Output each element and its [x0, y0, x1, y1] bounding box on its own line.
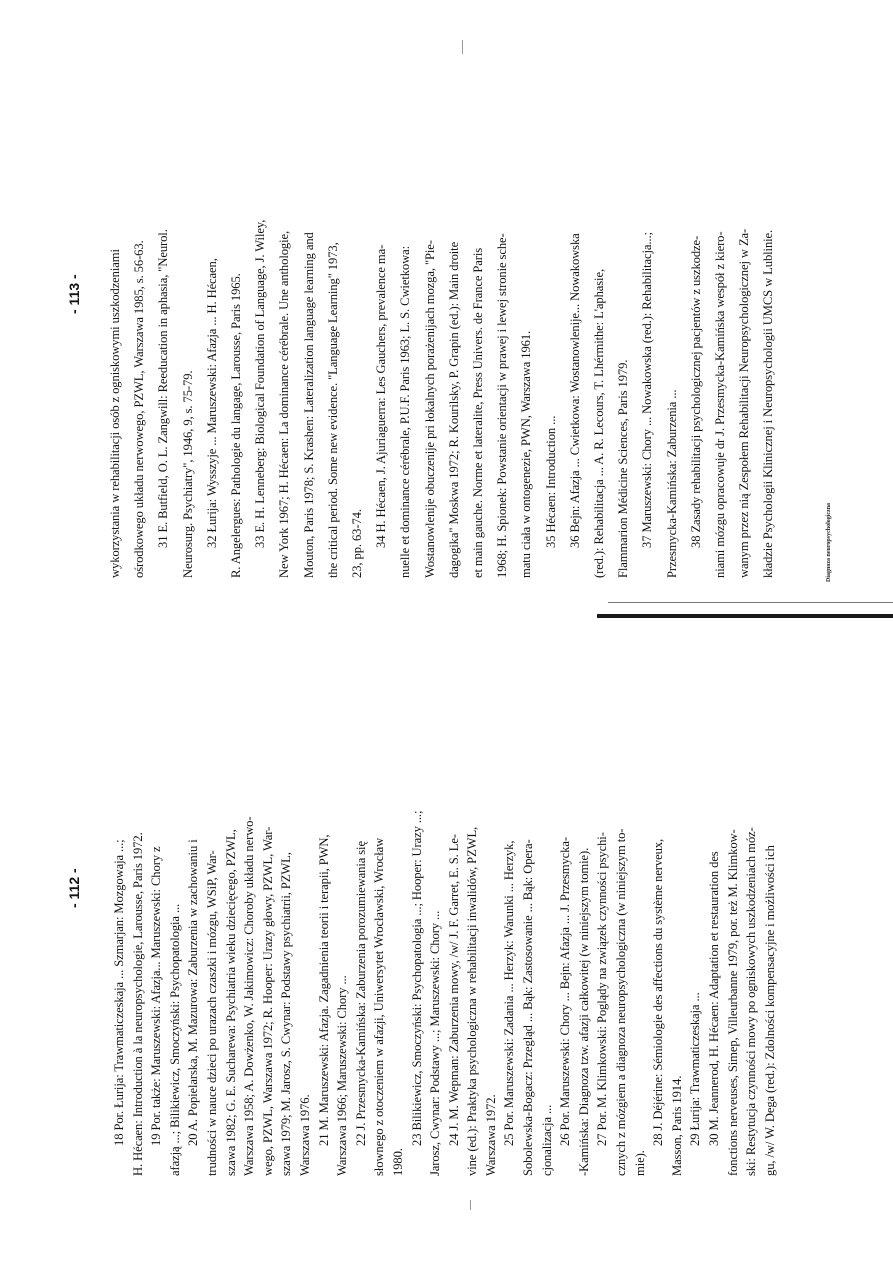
text-line: cznych z mózgiem a diagnoza neuropsychologiczna (w niniejszym to-: [614, 828, 629, 1176]
text-line: 30 M. Jeannerod, H. Hécaen: Adaptation et restauration des: [707, 851, 721, 1146]
text-line: et main gauche. Norme et lateralite, Press Univers. de France Paris: [471, 247, 486, 578]
margin-tick: [462, 40, 463, 54]
text-line: Warszawa 1972.: [483, 1094, 498, 1176]
text-line: 26 Por. Maruszewski: Chory ... Bejn: Afazja ... J. Przesmycka-: [558, 837, 573, 1146]
text-line: 1980.: [390, 1148, 405, 1176]
text-line: 22 J. Przesmycka-Kamińska: Zaburzenia porozumiewania się: [353, 841, 368, 1146]
text-line: mie).: [632, 1150, 647, 1176]
text-line: fonctions nerveuses, Simep, Villeurbanne 1979, por. też M. Klimkow-: [725, 829, 740, 1176]
text-line: dagogika" Moskwa 1972; R. Kourilsky, P. Grapin (ed.): Main droite: [446, 241, 461, 578]
text-line: Przesmycka-Kamińska: Zaburzenia ...: [664, 389, 679, 578]
text-line: kładzie Psychologii Klinicznej i Neuropsychologii UMCS w Lublinie.: [761, 229, 776, 578]
text-line: 31 E. Butfield, O. L. Zangwill: Reeducation in aphasia, "Neurol.: [156, 229, 171, 548]
text-line: matu ciała w ontogenezie, PWN, Warszawa 1961.: [519, 330, 534, 578]
text-line: R. Angelergues: Pathologie du langage, Larousse, Paris 1965.: [229, 273, 244, 578]
text-line: Warszawa 1958; A. Dowżenko, W. Jakimowicz: Choroby układu nerwo-: [242, 816, 257, 1176]
text-line: 25 Por. Maruszewski: Zadania ... Herzyk: Warunki ... Herzyk,: [502, 840, 517, 1146]
text-line: szawa 1979; M. Jarosz, S. Cwynar: Podstawy psychiatrii, PZWL,: [279, 852, 294, 1176]
text-line: Sobolewska-Bogacz: Przegląd ... Bąk: Zastosowanie ... Bąk: Opera-: [521, 839, 536, 1176]
text-line: 32 Łurija: Wysszyje ... Maruszewski: Afazja ... H. Hécaen,: [204, 258, 219, 548]
right-page-text: [103, 108, 781, 578]
left-page-text: [110, 611, 779, 1176]
text-line: ski: Restytucja czynności mowy po ogniskowych uszkodzeniach móz-: [744, 827, 759, 1176]
text-line: 20 A. Popielarska, M. Mazurowa: Zaburzenia w zachowaniu i: [186, 839, 201, 1146]
text-line: 18 Por. Łurija: Trawmaticzeskaja ... Szmarjan: Mozgowaja ...;: [112, 839, 126, 1146]
text-line: nuelle et dominance cérébrale, P.U.F. Paris 1963; L. S. Cwietkowa:: [398, 246, 413, 578]
text-line: Neurosurg. Psychiatry", 1946, 9, s. 75-79.: [180, 370, 195, 578]
text-line: 19 Por. także: Maruszewski: Afazja... Maruszewski: Chory z: [149, 846, 164, 1146]
text-line: ośrodkowego układu nerwowego, PZWL, Warszawa 1985, s. 56-63.: [132, 240, 147, 578]
text-line: trudności w nauce dzieci po urazach czaszki i mózgu, WSiP, War-: [204, 850, 219, 1176]
text-line: Jarosz, Cwynar: Podstawy ...; Maruszewski: Chory ...: [428, 910, 443, 1176]
text-line: Warszawa 1966; Maruszewski: Chory ...: [335, 975, 350, 1176]
text-line: afazją ...; Bilikiewicz, Smoczyński: Psychopatologia ...: [167, 903, 182, 1176]
text-line: 1968; H. Spionek: Powstanie orientacji w prawej i lewej stronie sche-: [495, 233, 510, 578]
text-line: Mouton, Paris 1978; S. Krashen: Lateralization language learning and: [301, 232, 316, 578]
page-divider: [597, 614, 893, 618]
text-line: cjonalizacja ...: [539, 1104, 554, 1176]
text-line: New York 1967; H. Hécaen: La dominance cérébrale. Une anthologie,: [277, 230, 292, 578]
text-line: 33 E. H. Lenneberg: Biological Foundation of Language, J. Wiley,: [253, 219, 268, 548]
text-line: 24 J. M. Wepman: Zaburzenia mowy, /w/ J. F. Garret, E. S. Le-: [446, 834, 461, 1146]
text-line: wanym przez nią Zespołem Rehabilitacji Neuropsychologicznej w Za-: [737, 228, 752, 578]
text-line: 23 Bilikiewicz, Smoczyński: Psychopatologia ...; Hooper: Urazy ...;: [409, 810, 424, 1146]
text-line: szawa 1982; G. E. Sucharewa: Psychiatria wieku dziecięcego, PZWL,: [223, 829, 238, 1176]
text-line: 36 Bejn: Afazja ... Cwietkowa: Wostanowlenije... Nowakowska: [567, 233, 582, 548]
text-line: 23, pp. 63-74.: [350, 509, 365, 578]
text-line: -Kamińska: Diagnoza tzw. afazji całkowitej (w niniejszym tomie).: [576, 847, 591, 1176]
text-line: 29 Łurija: Trawmaticzeskaja ...: [688, 992, 703, 1146]
running-footer: Diagnoza neuropsychologiczna: [826, 502, 832, 582]
text-line: Wostanowlenije obuczenije pri łokalnych porażenijach mozga, "Pie-: [422, 240, 437, 578]
text-line: wego, PZWL, Warszawa 1972; R. Hooper: Urazy głowy, PZWL, War-: [260, 826, 275, 1176]
text-line: (red.): Rehabilitacja ... A. R. Lecours, T. Lhérmithe: L'aphasie,: [592, 269, 607, 578]
text-line: 38 Zasady rehabilitacji psychologicznej pacjentów z uszkodze-: [688, 235, 703, 548]
text-line: Flammarion Médicine Sciences, Paris 1979.: [616, 359, 631, 578]
text-line: H. Hécaen: Introduction à la neuropsychologie, Larousse, Paris 1972.: [130, 832, 145, 1176]
text-line: Masson, Paris 1914.: [669, 1075, 684, 1176]
right-page-number: - 113 -: [66, 274, 82, 314]
text-line: 28 J. Déjérine: Sémiologie des affections du système nerveux,: [651, 838, 666, 1146]
margin-tick: [470, 1200, 471, 1210]
text-line: wykorzystania w rehabilitacji osób z ogniskowymi uszkodzeniami: [108, 249, 122, 578]
text-line: słownego z otoczeniem w afazji, Uniwersytet Wrocławski, Wrocław: [372, 837, 387, 1176]
text-line: 35 Hécaen: Introduction ...: [543, 415, 558, 548]
text-line: 37 Maruszewski: Chory ... Nowakowska (red.): Rehabilitacja...;: [640, 232, 655, 548]
text-line: 27 Por. M. Klimkowski: Poglądy na związek czynności psychi-: [595, 832, 610, 1146]
text-line: 34 H. Hécaen, J. Ajuriaguerra: Les Gauchers, prevalence ma-: [374, 244, 389, 548]
text-line: gu, /w/ W. Dega (red.): Zdolności kompensacyjne i możliwości ich: [762, 845, 777, 1176]
text-line: 21 M. Maruszewski: Afazja. Zagadnienia teorii i terapii, PWN,: [316, 834, 331, 1146]
left-page-number: - 112 -: [66, 868, 82, 908]
text-line: niami mózgu opracowuje dr J. Przesmycka-Kamińska wespół z kiero-: [713, 231, 728, 578]
text-line: vine (ed.): Praktyka psychologiczna w rehabilitacji inwalidów, PZWL,: [465, 826, 480, 1176]
text-line: Warszawa 1976.: [297, 1094, 312, 1176]
text-line: the critical period. Some new evidence. "Language Learning" 1973,: [325, 242, 340, 578]
page-divider-shadow: [608, 602, 893, 603]
